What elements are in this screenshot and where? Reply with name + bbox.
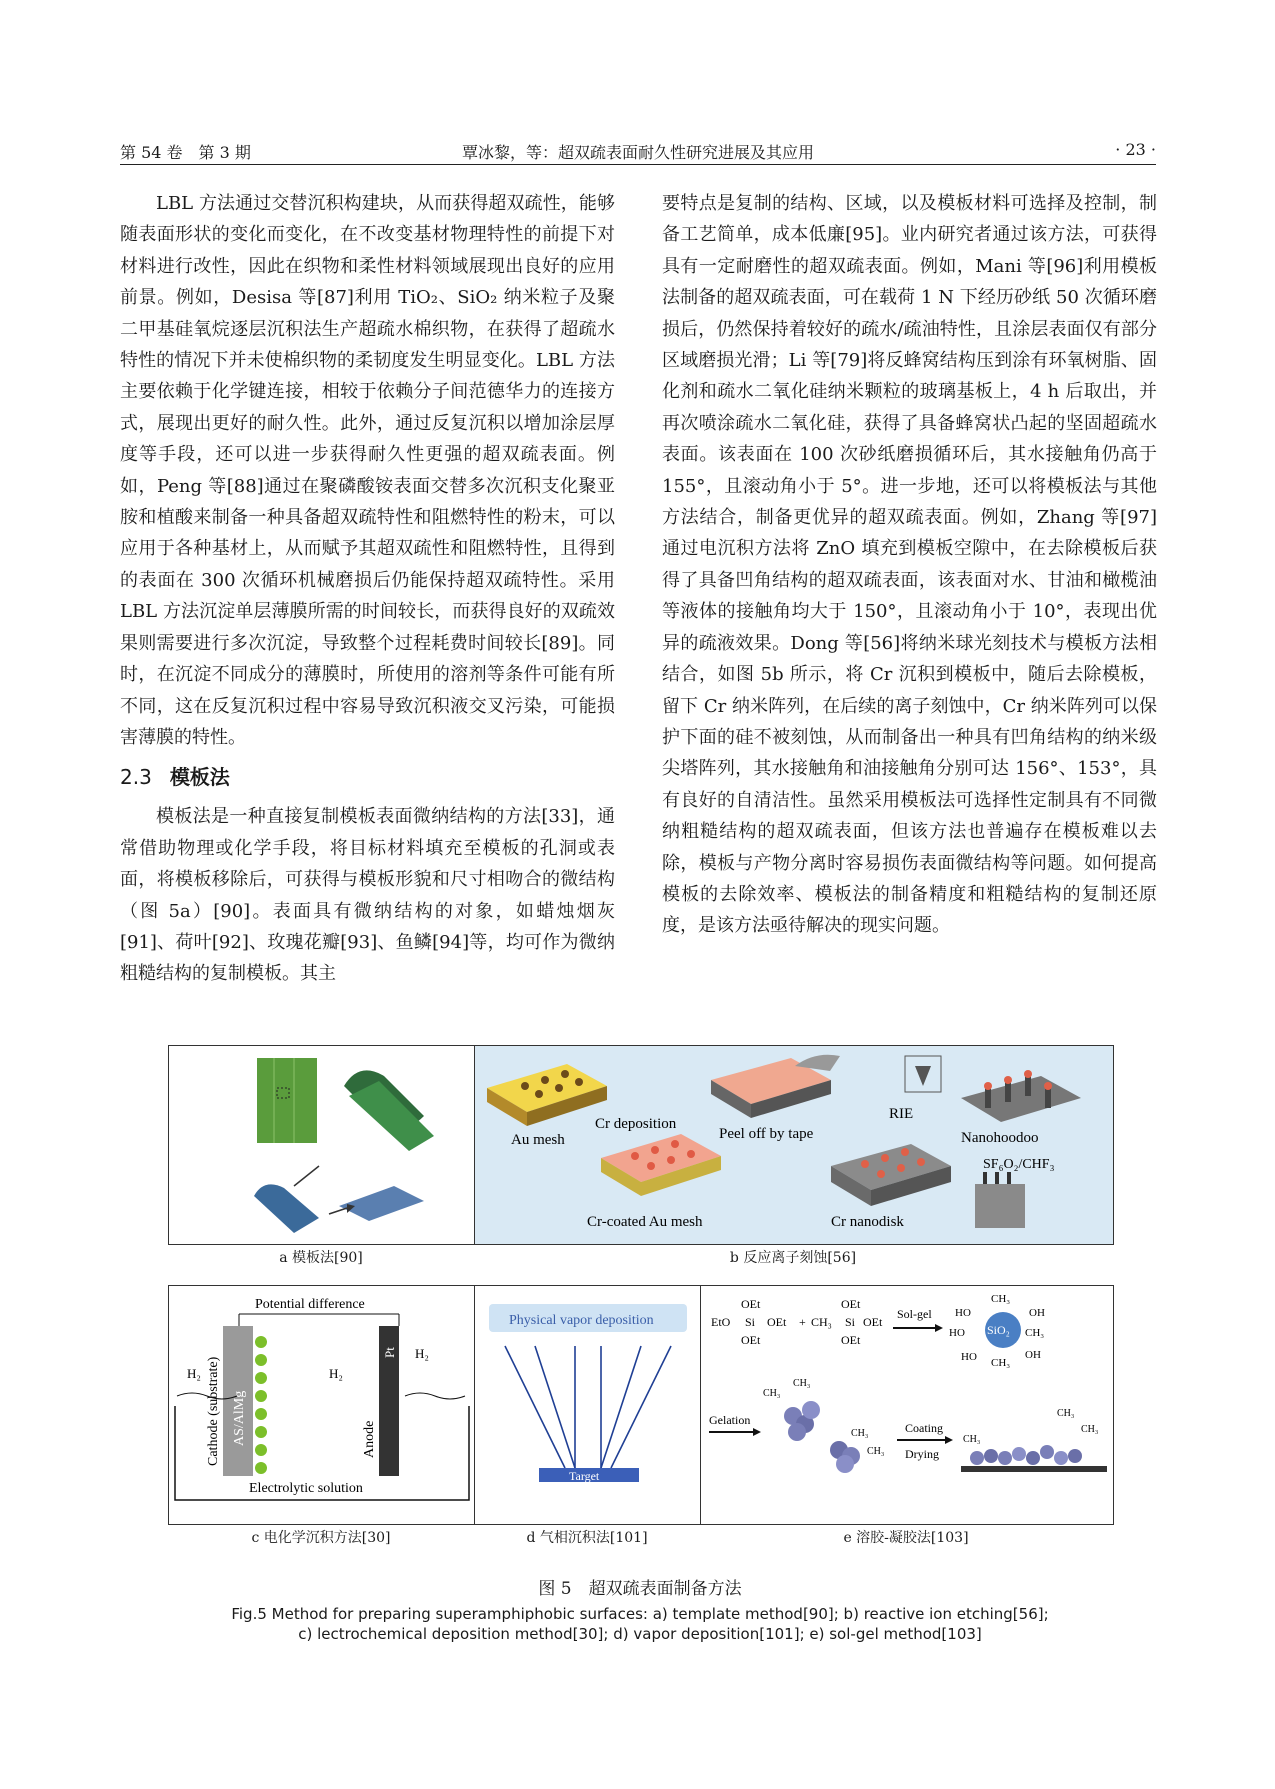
label-cathode: Cathode (substrate) [206,1356,221,1466]
paragraph-template-continued: 要特点是复制的结构、区域，以及模板材料可选择及控制，制备工艺简单，成本低廉[95]。业内研究者通过该方法，可获得具有一定耐磨性的超双疏表面。例如，Mani 等[96]利用模板法制备的超双疏表面，可在载荷 1 N 下经历砂纸 50 次循环磨损后，仍然保持着较好的疏水/疏油特性，且涂层表面仅有部分区域磨损光滑；Li 等[79]将反蜂窝结构压到涂有环氧树脂、固化剂和疏水二氧化硅纳米颗粒的玻璃基板上，4 h 后取出，并再次喷涂疏水二氧化硅，获得了具备蜂窝状凸起的坚固超疏水表面。该表面在 100 次砂纸磨损循环后，其水接触角仍高于 155°，且滚动角小于 5°。进一步地，还可以将模板法与其他方法结合，制备更优异的超双疏表面。例如，Zhang 等[97]通过电沉积方法将 ZnO 填充到模板空隙中，在去除模板后获得了具备凹角结构的超双疏表面，该表面对水、甘油和橄榄油等液体的接触角均大于 150°，且滚动角小于 10°，表现出优异的疏液效果。Dong 等[56]将纳米球光刻技术与模板方法相结合，如图 5b 所示，将 Cr 沉积到模板中，随后去除模板，留下 Cr 纳米阵列，在后续的离子刻蚀中，Cr 纳米阵列可以保护下面的硅不被刻蚀，从而制备出一种具有凹角结构的纳米级尖塔阵列，其水接触角和油接触角分别可达 156°、153°，具有良好的自清洁性。虽然采用模板法可选择性定制具有不同微纳粗糙结构的超双疏表面，但该方法也普遍存在模板难以去除，模板与产物分离时容易损伤表面微结构等问题。如何提高模板的去除效率、模板法的制备精度和粗糙结构的复制还原度，是该方法亟待解决的现实问题。 [662,193,1157,937]
label-h2-mid: H₂ [329,1366,343,1381]
label-electrolytic-solution: Electrolytic solution [249,1481,363,1496]
label-oet-1: OEt [741,1297,761,1311]
label-ho-2: HO [949,1327,965,1339]
section-title: 模板法 [169,765,230,790]
panel-d-caption: d 气相沉积法[101] [526,1530,648,1546]
label-ch3-right: CH₃ [1025,1327,1045,1339]
label-ch3-g2: CH₃ [793,1378,811,1389]
label-si-1: Si [745,1315,756,1329]
label-ch3-top: CH₃ [991,1293,1011,1305]
panel-e-caption: e 溶胶-凝胶法[103] [843,1530,969,1546]
label-ch3-g1: CH₃ [763,1388,781,1399]
label-oet-3: OEt [741,1333,761,1347]
label-pvd: Physical vapor deposition [509,1313,654,1328]
figure-5 [168,1045,1112,1561]
label-gelation: Gelation [709,1413,751,1427]
label-sio2: SiO₂ [987,1323,1010,1337]
label-ch3-c2: CH₃ [1057,1408,1075,1419]
label-oh-1: OH [1029,1307,1045,1319]
panel-a-image [168,1045,476,1245]
label-ch3-c1: CH₃ [963,1434,981,1445]
figure-caption-cn: 图 5 超双疏表面制备方法 [538,1579,742,1599]
label-solgel: Sol-gel [897,1307,932,1321]
label-rie: RIE [889,1106,914,1122]
label-anode: Anode [362,1420,377,1458]
label-oet-6: OEt [841,1333,861,1347]
label-peel: Peel off by tape [719,1126,814,1142]
label-target: Target [569,1469,600,1483]
label-oet-2: OEt [767,1315,787,1329]
label-pt: Pt [382,1347,397,1358]
figure-caption-en-1: Fig.5 Method for preparing superamphiphobic surfaces: a) template method[90]; b) reactive ion etching[56]; [231,1605,1049,1623]
figure-caption [168,1578,1112,1644]
panel-a-caption: a 模板法[90] [279,1250,363,1266]
page-number: · 23 · [1115,140,1156,159]
paragraph-lbl: LBL 方法通过交替沉积构建块，从而获得超双疏性，能够随表面形状的变化而变化，在不改变基材物理特性的前提下对材料进行改性，因此在织物和柔性材料领域展现出良好的应用前景。例如，Desisa 等[87]利用 TiO₂、SiO₂ 纳米粒子及聚二甲基硅氧烷逐层沉积法生产超疏水棉织物，在获得了超疏水特性的情况下并未使棉织物的柔韧度发生明显变化。LBL 方法主要依赖于化学键连接，相较于依赖分子间范德华力的连接方式，展现出更好的耐久性。此外，通过反复沉积以增加涂层厚度等手段，还可以进一步获得耐久性更强的超双疏表面。例如，Peng 等[88]通过在聚磷酸铵表面交替多次沉积支化聚亚胺和植酸来制备一种具备超双疏特性和阻燃特性的粉末，可以应用于各种基材上，从而赋予其超双疏性和阻燃特性，且得到的表面在 300 次循环机械磨损后仍能保持超双疏特性。采用 LBL 方法沉淀单层薄膜所需的时间较长，而获得良好的双疏效果则需要进行多次沉淀，导致整个过程耗费时间较长[89]。同时，在沉淀不同成分的薄膜时，所使用的溶剂等条件可能有所不同，这在反复沉积过程中容易导致沉积液交叉污染，可能损害薄膜的特性。 [120,193,615,748]
label-cr-deposition: Cr deposition [595,1116,677,1132]
label-oh-2: OH [1025,1349,1041,1361]
label-plus: + [799,1315,806,1329]
label-h2-left: H₂ [187,1366,201,1381]
label-oet-5: OEt [863,1315,883,1329]
label-drying: Drying [905,1447,939,1461]
label-au-mesh: Au mesh [511,1132,565,1148]
panel-b-caption: b 反应离子刻蚀[56] [729,1250,857,1266]
label-coating: Coating [905,1421,943,1435]
panel-c-caption: c 电化学沉积方法[30] [251,1530,391,1546]
panel-c-image [168,1285,476,1525]
label-ch3-bottom: CH₃ [991,1357,1011,1369]
label-ch3-g4: CH₃ [867,1446,885,1457]
label-gas: SF₆O₂/CHF₃ [983,1157,1055,1172]
panel-b-image [474,1045,1114,1245]
journal-volume: 第 54 卷 第 3 期 [120,143,251,162]
label-nanohoodoo: Nanohoodoo [961,1130,1039,1146]
label-cr-coated: Cr-coated Au mesh [587,1214,703,1230]
article-title-running: 覃冰黎，等：超双疏表面耐久性研究进展及其应用 [461,143,814,162]
label-h2-right: H₂ [415,1346,429,1361]
label-oet-4: OEt [841,1297,861,1311]
label-eto: EtO [711,1315,731,1329]
section-number: 2.3 [120,765,152,790]
label-ho-1: HO [955,1307,971,1319]
label-asalmg: AS/AlMg [232,1390,247,1446]
running-header [120,140,1156,165]
label-ho-3: HO [961,1351,977,1363]
label-ch3-g3: CH₃ [851,1428,869,1439]
label-potential-difference: Potential difference [255,1297,365,1312]
figure-caption-en-2: c) lectrochemical deposition method[30]; d) vapor deposition[101]; e) sol-gel method[103] [298,1625,982,1643]
label-si-2: Si [845,1315,856,1329]
label-ch3-c3: CH₃ [1081,1424,1099,1435]
panel-e-image [700,1285,1114,1525]
panel-d-image [474,1285,702,1525]
paragraph-template: 模板法是一种直接复制模板表面微纳结构的方法[33]，通常借助物理或化学手段，将目标材料填充至模板的孔洞或表面，将模板移除后，可获得与模板形貌和尺寸相吻合的微结构（图 5a）[90]。表面具有微纳结构的对象，如蜡烛烟灰[91]、荷叶[92]、玫瑰花瓣[93]、鱼鳞[94]等，均可作为微纳粗糙结构的复制模板。其主 [120,806,615,985]
label-cr-nanodisk: Cr nanodisk [831,1214,904,1230]
label-ch3-1: CH₃ [811,1315,832,1329]
section-heading [120,761,615,793]
left-column [120,188,615,990]
right-column [662,188,1157,942]
